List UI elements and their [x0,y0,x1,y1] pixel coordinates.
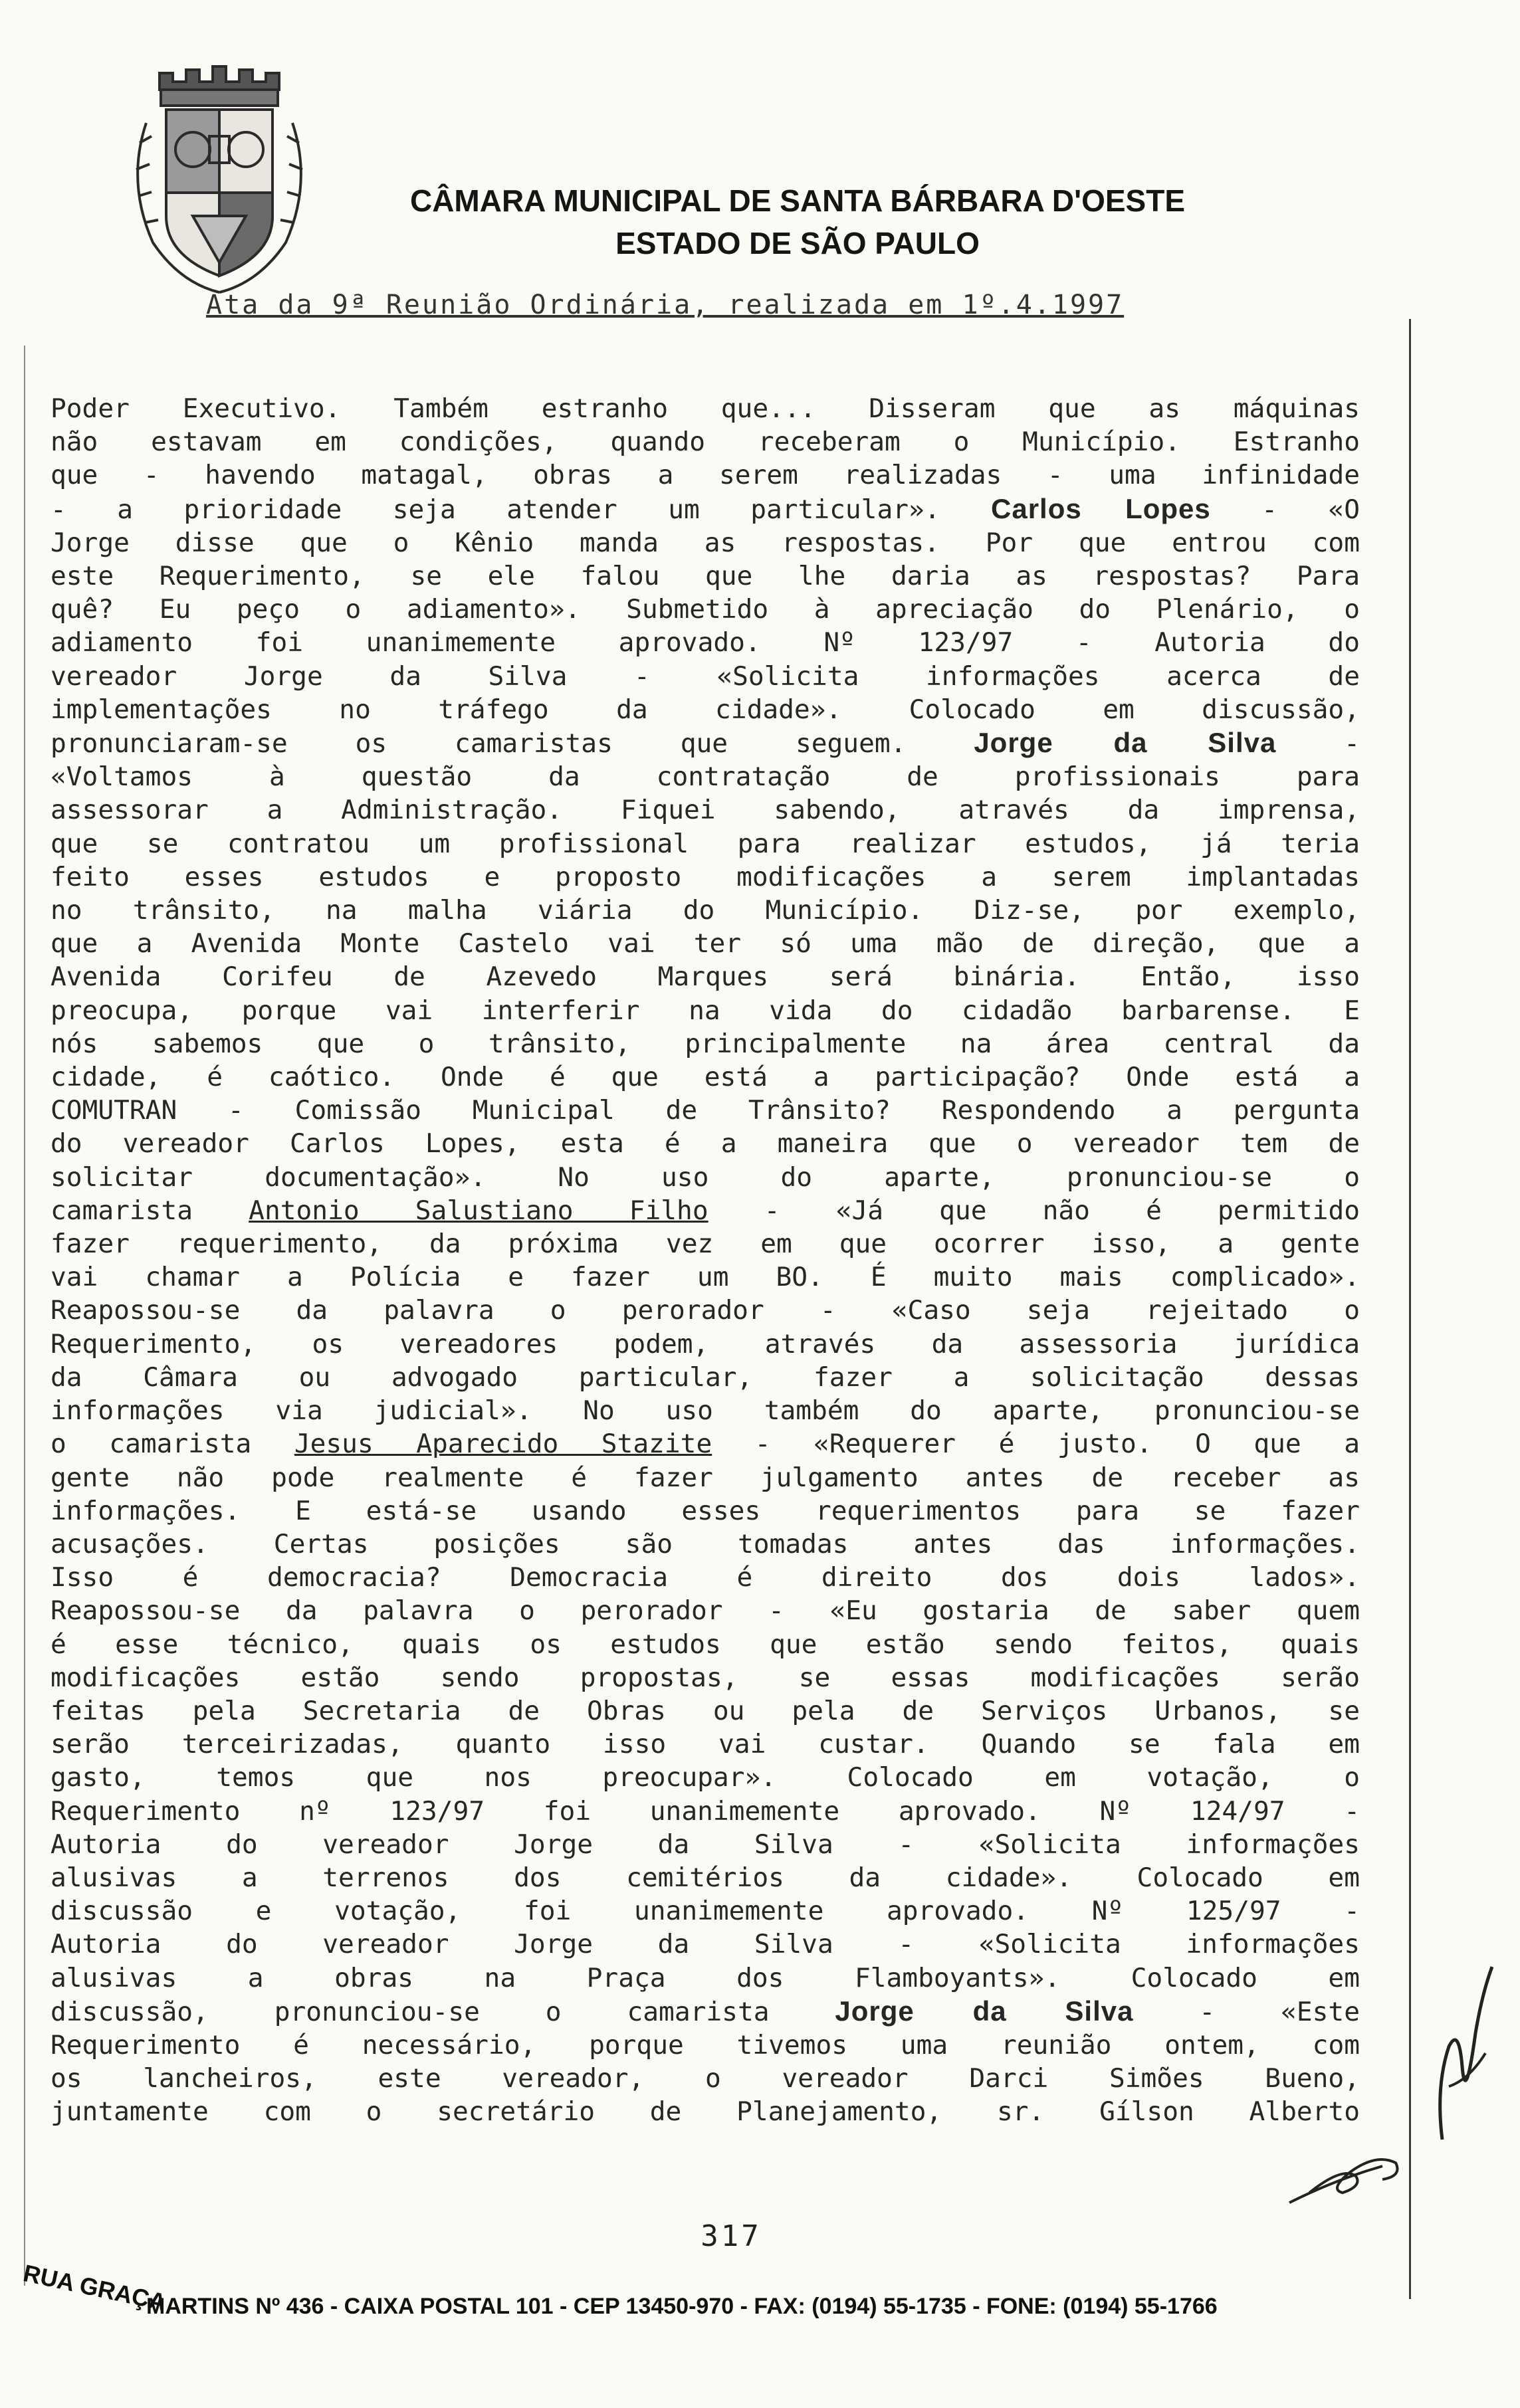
body-line: vai chamar a Polícia e fazer um BO. É muito mais complicado». [51,1262,1360,1293]
coat-of-arms-icon [120,63,319,302]
body-line: nós sabemos que o trânsito, principalmente na área central da [51,1028,1360,1059]
right-margin-rule [1409,319,1411,2299]
body-line: gasto, temos que nos preocupar». Colocado em votação, o [51,1762,1360,1793]
body-line: serão terceirizadas, quanto isso vai custar. Quando se fala em [51,1729,1360,1760]
body-line: discussão e votação, foi unanimemente aprovado. Nº 125/97 - [51,1896,1360,1927]
body-line: Poder Executivo. Também estranho que... Disseram que as máquinas [51,393,1360,424]
body-line: Reapossou-se da palavra o perorador - «Caso seja rejeitado o [51,1295,1360,1326]
body-line: feito esses estudos e proposto modificações a serem implantadas [51,861,1360,892]
underlined-name: Jesus Aparecido Stazite [294,1429,712,1460]
body-line: que se contratou um profissional para realizar estudos, já teria [51,828,1360,859]
underlined-name: Antonio Salustiano Filho [249,1195,708,1226]
margin-signature-icon [1429,1954,1502,2153]
body-line: adiamento foi unanimemente aprovado. Nº 123/97 - Autoria do [51,627,1360,658]
speaker-name: Jorge da Silva [974,727,1277,759]
initials-signature-icon [1283,2140,1409,2213]
body-line: feitas pela Secretaria de Obras ou pela de Serviços Urbanos, se [51,1695,1360,1726]
body-line: informações via judicial». No uso também do aparte, pronunciou-se [51,1395,1360,1427]
body-line: assessorar a Administração. Fiquei sabendo, através da imprensa, [51,795,1360,826]
body-line: informações. E está-se usando esses requerimentos para se fazer [51,1495,1360,1526]
body-line: quê? Eu peço o adiamento». Submetido à apreciação do Plenário, o [51,594,1360,625]
body-line: da Câmara ou advogado particular, fazer a solicitação dessas [51,1361,1360,1393]
body-line: camarista Antonio Salustiano Filho - «Já que não é permitido [51,1195,1360,1226]
body-line: Requerimento nº 123/97 foi unanimemente aprovado. Nº 124/97 - [51,1795,1360,1827]
body-line: modificações estão sendo propostas, se essas modificações serão [51,1662,1360,1693]
body-line: Isso é democracia? Democracia é direito dos dois lados». [51,1562,1360,1593]
body-line: que a Avenida Monte Castelo vai ter só uma mão de direção, que a [51,928,1360,959]
institution-name: CÂMARA MUNICIPAL DE SANTA BÁRBARA D'OESTE [409,183,1186,218]
body-line: vereador Jorge da Silva - «Solicita informações acerca de [51,660,1360,692]
footer-address-block [21,2259,1409,2339]
minutes-body [51,392,1360,2129]
body-line: o camarista Jesus Aparecido Stazite - «Requerer é justo. O que a [51,1429,1360,1460]
body-line: COMUTRAN - Comissão Municipal de Trânsito? Respondendo a pergunta [51,1095,1360,1126]
body-line: do vereador Carlos Lopes, esta é a maneira que o vereador tem de [51,1128,1360,1159]
body-line: Requerimento é necessário, porque tivemos uma reunião ontem, com [51,2029,1360,2060]
body-line: é esse técnico, quais os estudos que estão sendo feitos, quais [51,1629,1360,1660]
body-line: Requerimento, os vereadores podem, através da assessoria jurídica [51,1328,1360,1359]
body-line: cidade, é caótico. Onde é que está a participação? Onde está a [51,1062,1360,1093]
body-line: preocupa, porque vai interferir na vida do cidadão barbarense. E [51,995,1360,1026]
body-line: no trânsito, na malha viária do Município. Diz-se, por exemplo, [51,895,1360,926]
body-line: acusações. Certas posições são tomadas antes das informações. [51,1528,1360,1559]
body-line: Autoria do vereador Jorge da Silva - «Solicita informações [51,1829,1360,1860]
footer-address: MARTINS Nº 436 - CAIXA POSTAL 101 - CEP 13450-970 - FAX: (0194) 55-1735 - FONE: (0194) 55-1766 [146,2294,1218,2319]
body-line: alusivas a terrenos dos cemitérios da cidade». Colocado em [51,1862,1360,1893]
body-line: juntamente com o secretário de Planejamento, sr. Gílson Alberto [51,2096,1360,2128]
speaker-name: Jorge da Silva [835,1995,1134,2027]
state-name: ESTADO DE SÃO PAULO [615,226,980,260]
body-line: gente não pode realmente é fazer julgamento antes de receber as [51,1462,1360,1493]
act-title: Ata da 9ª Reunião Ordinária, realizada em 1º.4.1997 [206,290,1125,320]
body-line: os lancheiros, este vereador, o vereador Darci Simões Bueno, [51,2063,1360,2094]
body-line: Jorge disse que o Kênio manda as respostas. Por que entrou com [51,527,1360,558]
body-line: implementações no tráfego da cidade». Colocado em discussão, [51,694,1360,725]
body-line: solicitar documentação». No uso do aparte, pronunciou-se o [51,1161,1360,1193]
body-line: que - havendo matagal, obras a serem realizadas - uma infinidade [51,460,1360,491]
body-line: Reapossou-se da palavra o perorador - «Eu gostaria de saber quem [51,1595,1360,1627]
document-header [292,179,1303,264]
body-line: Avenida Corifeu de Azevedo Marques será binária. Então, isso [51,961,1360,993]
speaker-name: Carlos Lopes [991,492,1211,524]
body-line: «Voltamos à questão da contratação de profissionais para [51,761,1360,793]
body-line: Autoria do vereador Jorge da Silva - «Solicita informações [51,1929,1360,1960]
body-line: - a prioridade seja atender um particular». Carlos Lopes - «O [51,492,1360,525]
body-line: alusivas a obras na Praça dos Flamboyants». Colocado em [51,1962,1360,1993]
left-margin-rule [24,346,25,2286]
body-line: discussão, pronunciou-se o camarista Jorge da Silva - «Este [51,1995,1360,2027]
footer-street: RUA GRAÇA [21,2259,169,2316]
body-line: não estavam em condições, quando receberam o Município. Estranho [51,427,1360,458]
page-number: 317 [701,2219,762,2253]
body-line: este Requerimento, se ele falou que lhe daria as respostas? Para [51,561,1360,592]
body-line: pronunciaram-se os camaristas que seguem. Jorge da Silva - [51,727,1360,759]
body-line: fazer requerimento, da próxima vez em que ocorrer isso, a gente [51,1229,1360,1260]
